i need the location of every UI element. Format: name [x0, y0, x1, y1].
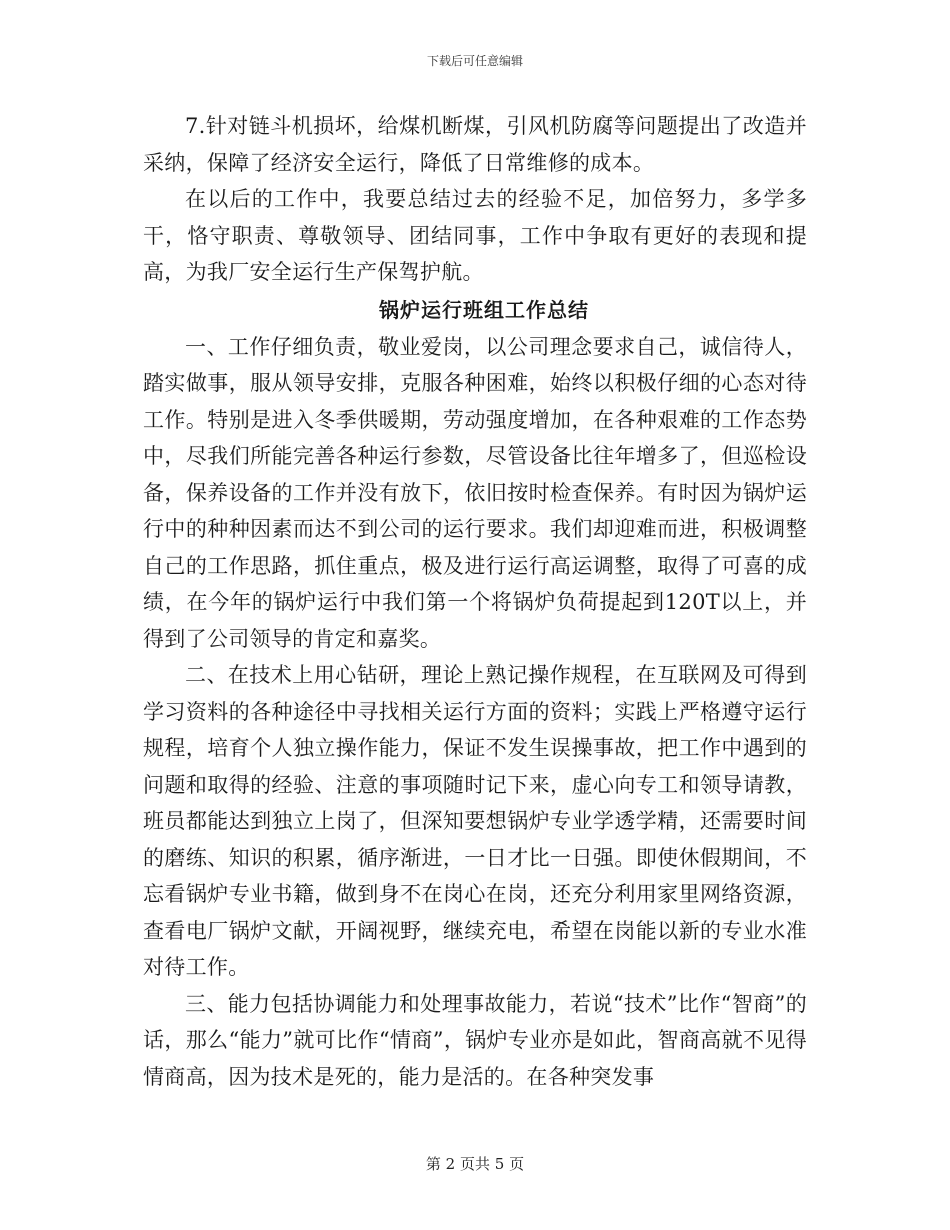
- paragraph-section-one: 一、工作仔细负责，敬业爱岗，以公司理念要求自己，诚信待人，踏实做事，服从领导安排，克服各种困难，始终以积极仔细的心态对待工作。特别是进入冬季供暖期，劳动强度增加，在各种艰难的工作态势中，尽我们所能完善各种运行参数，尽管设备比往年增多了，但巡检设备，保养设备的工作并没有放下，依旧按时检查保养。有时因为锅炉运行中的种种因素而达不到公司的运行要求。我们却迎难而进，积极调整自己的工作思路，抓住重点，极及进行运行高运调整，取得了可喜的成绩，在今年的锅炉运行中我们第一个将锅炉负荷提起到120T以上，并得到了公司领导的肯定和嘉奖。: [143, 334, 807, 651]
- paragraph-item-7: 7.针对链斗机损坏，给煤机断煤，引风机防腐等问题提出了改造并采纳，保障了经济安全运行，降低了日常维修的成本。: [143, 114, 807, 175]
- paragraph-future-work: 在以后的工作中，我要总结过去的经验不足，加倍努力，多学多干，恪守职责、尊敬领导、团结同事，工作中争取有更好的表现和提高，为我厂安全运行生产保驾护航。: [143, 187, 807, 284]
- page-number: 第 2 页共 5 页: [425, 1155, 525, 1173]
- page-header: 下载后可任意编辑: [426, 54, 523, 68]
- document-body: [143, 108, 807, 1095]
- paragraph-section-three: 三、能力包括协调能力和处理事故能力，若说“技术”比作“智商”的话，那么“能力”就可比作“情商”，锅炉专业亦是如此，智商高就不见得情商高，因为技术是死的，能力是活的。在各种突发事: [143, 991, 807, 1089]
- paragraph-section-two: 二、在技术上用心钻研，理论上熟记操作规程，在互联网及可得到学习资料的各种途径中寻找相关运行方面的资料；实践上严格遵守运行规程，培育个人独立操作能力，保证不发生误操事故，把工作中遇到的问题和取得的经验、注意的事项随时记下来，虚心向专工和领导请教，班员都能达到独立上岗了，但深知要想锅炉专业学透学精，还需要时间的磨练、知识的积累，循序渐进，一日才比一日强。即使休假期间，不忘看锅炉专业书籍，做到身不在岗心在岗，还充分利用家里网络资源，查看电厂锅炉文献，开阔视野，继续充电，希望在岗能以新的专业水准对待工作。: [143, 663, 807, 979]
- section-title: 锅炉运行班组工作总结: [379, 297, 589, 322]
